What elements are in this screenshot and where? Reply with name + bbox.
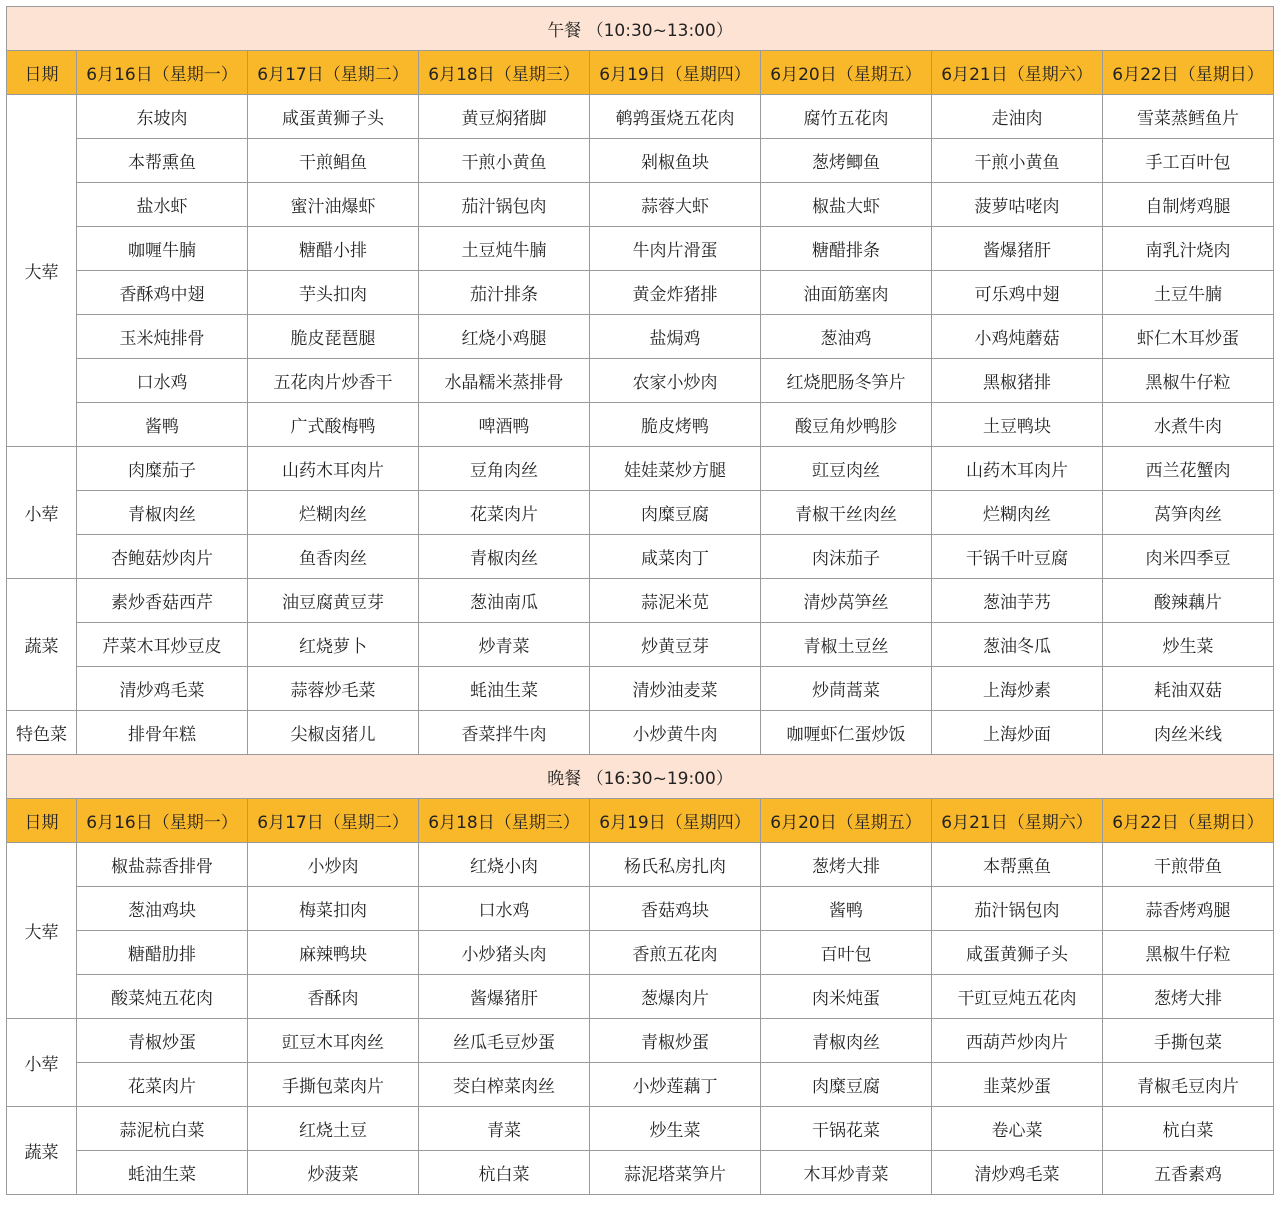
dish-cell: 咸蛋黄狮子头 bbox=[932, 931, 1103, 975]
dish-cell: 韭菜炒蛋 bbox=[932, 1063, 1103, 1107]
dish-cell: 油面筋塞肉 bbox=[761, 271, 932, 315]
dish-row bbox=[7, 843, 1274, 887]
dish-cell: 腐竹五花肉 bbox=[761, 95, 932, 139]
lunch-title: 午餐 （10:30~13:00） bbox=[7, 7, 1274, 51]
dish-cell: 葱爆肉片 bbox=[590, 975, 761, 1019]
dish-cell: 酱爆猪肝 bbox=[419, 975, 590, 1019]
dish-cell: 香煎五花肉 bbox=[590, 931, 761, 975]
dish-row bbox=[7, 975, 1274, 1019]
dish-cell: 农家小炒肉 bbox=[590, 359, 761, 403]
dish-cell: 蚝油生菜 bbox=[419, 667, 590, 711]
dish-cell: 五香素鸡 bbox=[1103, 1151, 1274, 1195]
dish-cell: 杏鲍菇炒肉片 bbox=[77, 535, 248, 579]
date-label: 日期 bbox=[7, 51, 77, 95]
dish-cell: 杭白菜 bbox=[419, 1151, 590, 1195]
dish-cell: 南乳汁烧肉 bbox=[1103, 227, 1274, 271]
dish-row bbox=[7, 711, 1274, 755]
dish-cell: 干锅花菜 bbox=[761, 1107, 932, 1151]
dish-cell: 水煮牛肉 bbox=[1103, 403, 1274, 447]
dish-cell: 青椒炒蛋 bbox=[77, 1019, 248, 1063]
dish-cell: 椒盐大虾 bbox=[761, 183, 932, 227]
dish-cell: 蒜蓉炒毛菜 bbox=[248, 667, 419, 711]
dish-cell: 清炒莴笋丝 bbox=[761, 579, 932, 623]
dish-row bbox=[7, 183, 1274, 227]
dish-cell: 青椒肉丝 bbox=[77, 491, 248, 535]
dish-cell: 小炒莲藕丁 bbox=[590, 1063, 761, 1107]
dish-cell: 肉糜豆腐 bbox=[761, 1063, 932, 1107]
dish-cell: 茭白榨菜肉丝 bbox=[419, 1063, 590, 1107]
dish-cell: 小炒猪头肉 bbox=[419, 931, 590, 975]
dish-cell: 花菜肉片 bbox=[77, 1063, 248, 1107]
dish-cell: 芋头扣肉 bbox=[248, 271, 419, 315]
dish-cell: 酸豆角炒鸭胗 bbox=[761, 403, 932, 447]
category-label: 特色菜 bbox=[7, 711, 77, 755]
dish-cell: 油豆腐黄豆芽 bbox=[248, 579, 419, 623]
dish-cell: 红烧萝卜 bbox=[248, 623, 419, 667]
dish-row bbox=[7, 667, 1274, 711]
dish-cell: 豇豆木耳肉丝 bbox=[248, 1019, 419, 1063]
dish-cell: 丝瓜毛豆炒蛋 bbox=[419, 1019, 590, 1063]
dish-cell: 红烧肥肠冬笋片 bbox=[761, 359, 932, 403]
date-header: 6月16日（星期一） bbox=[77, 51, 248, 95]
dish-cell: 干煎鲳鱼 bbox=[248, 139, 419, 183]
date-header: 6月18日（星期三） bbox=[419, 799, 590, 843]
dish-cell: 葱油南瓜 bbox=[419, 579, 590, 623]
dish-cell: 自制烤鸡腿 bbox=[1103, 183, 1274, 227]
dish-cell: 剁椒鱼块 bbox=[590, 139, 761, 183]
date-header: 6月18日（星期三） bbox=[419, 51, 590, 95]
dish-cell: 清炒鸡毛菜 bbox=[77, 667, 248, 711]
dish-cell: 葱烤鲫鱼 bbox=[761, 139, 932, 183]
dish-cell: 炒生菜 bbox=[590, 1107, 761, 1151]
date-header: 6月16日（星期一） bbox=[77, 799, 248, 843]
dish-cell: 手撕包菜 bbox=[1103, 1019, 1274, 1063]
dish-cell: 葱烤大排 bbox=[761, 843, 932, 887]
dish-cell: 本帮熏鱼 bbox=[932, 843, 1103, 887]
dish-cell: 梅菜扣肉 bbox=[248, 887, 419, 931]
dish-cell: 椒盐蒜香排骨 bbox=[77, 843, 248, 887]
dish-cell: 蒜蓉大虾 bbox=[590, 183, 761, 227]
dish-cell: 清炒鸡毛菜 bbox=[932, 1151, 1103, 1195]
dish-row bbox=[7, 227, 1274, 271]
dish-cell: 黑椒猪排 bbox=[932, 359, 1103, 403]
dish-cell: 黑椒牛仔粒 bbox=[1103, 359, 1274, 403]
date-header: 6月22日（星期日） bbox=[1103, 799, 1274, 843]
dish-row bbox=[7, 623, 1274, 667]
dish-cell: 干煎小黄鱼 bbox=[419, 139, 590, 183]
dish-cell: 葱油冬瓜 bbox=[932, 623, 1103, 667]
dish-cell: 酱鸭 bbox=[77, 403, 248, 447]
date-header: 6月17日（星期二） bbox=[248, 51, 419, 95]
dish-cell: 小炒黄牛肉 bbox=[590, 711, 761, 755]
dish-row bbox=[7, 271, 1274, 315]
date-header: 6月21日（星期六） bbox=[932, 51, 1103, 95]
dish-cell: 青椒炒蛋 bbox=[590, 1019, 761, 1063]
dish-cell: 豆角肉丝 bbox=[419, 447, 590, 491]
dish-cell: 雪菜蒸鳕鱼片 bbox=[1103, 95, 1274, 139]
dish-row bbox=[7, 887, 1274, 931]
dish-cell: 茄汁排条 bbox=[419, 271, 590, 315]
dish-cell: 红烧土豆 bbox=[248, 1107, 419, 1151]
dish-row bbox=[7, 579, 1274, 623]
dish-cell: 青椒肉丝 bbox=[761, 1019, 932, 1063]
dish-cell: 手工百叶包 bbox=[1103, 139, 1274, 183]
dish-cell: 盐焗鸡 bbox=[590, 315, 761, 359]
dinner-title-row bbox=[7, 755, 1274, 799]
dish-cell: 花菜肉片 bbox=[419, 491, 590, 535]
dish-row bbox=[7, 491, 1274, 535]
dish-cell: 青椒土豆丝 bbox=[761, 623, 932, 667]
dish-cell: 青菜 bbox=[419, 1107, 590, 1151]
dish-cell: 肉丝米线 bbox=[1103, 711, 1274, 755]
dish-cell: 上海炒素 bbox=[932, 667, 1103, 711]
dish-cell: 口水鸡 bbox=[419, 887, 590, 931]
dish-row bbox=[7, 1107, 1274, 1151]
dish-cell: 香酥肉 bbox=[248, 975, 419, 1019]
dish-cell: 清炒油麦菜 bbox=[590, 667, 761, 711]
dish-cell: 土豆鸭块 bbox=[932, 403, 1103, 447]
dish-cell: 鹌鹑蛋烧五花肉 bbox=[590, 95, 761, 139]
dish-cell: 土豆牛腩 bbox=[1103, 271, 1274, 315]
dish-cell: 蒜泥塔菜笋片 bbox=[590, 1151, 761, 1195]
date-header: 6月21日（星期六） bbox=[932, 799, 1103, 843]
dish-cell: 虾仁木耳炒蛋 bbox=[1103, 315, 1274, 359]
category-label: 大荤 bbox=[7, 95, 77, 447]
dish-cell: 脆皮琵琶腿 bbox=[248, 315, 419, 359]
dish-cell: 卷心菜 bbox=[932, 1107, 1103, 1151]
dish-cell: 西葫芦炒肉片 bbox=[932, 1019, 1103, 1063]
dish-cell: 手撕包菜肉片 bbox=[248, 1063, 419, 1107]
dish-row bbox=[7, 403, 1274, 447]
dish-cell: 上海炒面 bbox=[932, 711, 1103, 755]
dish-cell: 烂糊肉丝 bbox=[248, 491, 419, 535]
dish-cell: 咸菜肉丁 bbox=[590, 535, 761, 579]
dish-row bbox=[7, 931, 1274, 975]
date-header: 6月19日（星期四） bbox=[590, 51, 761, 95]
dish-row bbox=[7, 359, 1274, 403]
dish-cell: 茄汁锅包肉 bbox=[419, 183, 590, 227]
dish-cell: 酸菜炖五花肉 bbox=[77, 975, 248, 1019]
dish-cell: 麻辣鸭块 bbox=[248, 931, 419, 975]
category-label: 大荤 bbox=[7, 843, 77, 1019]
dish-cell: 脆皮烤鸭 bbox=[590, 403, 761, 447]
dish-cell: 豇豆肉丝 bbox=[761, 447, 932, 491]
category-label: 小荤 bbox=[7, 447, 77, 579]
dish-row bbox=[7, 1063, 1274, 1107]
dish-cell: 香菇鸡块 bbox=[590, 887, 761, 931]
dish-row bbox=[7, 95, 1274, 139]
dish-cell: 青椒干丝肉丝 bbox=[761, 491, 932, 535]
dish-cell: 水晶糯米蒸排骨 bbox=[419, 359, 590, 403]
dish-cell: 蜜汁油爆虾 bbox=[248, 183, 419, 227]
dish-cell: 蚝油生菜 bbox=[77, 1151, 248, 1195]
date-header: 6月20日（星期五） bbox=[761, 51, 932, 95]
dish-cell: 芹菜木耳炒豆皮 bbox=[77, 623, 248, 667]
dish-cell: 炒生菜 bbox=[1103, 623, 1274, 667]
date-label: 日期 bbox=[7, 799, 77, 843]
dish-cell: 黑椒牛仔粒 bbox=[1103, 931, 1274, 975]
dish-cell: 莴笋肉丝 bbox=[1103, 491, 1274, 535]
dish-cell: 葱油鸡 bbox=[761, 315, 932, 359]
dish-cell: 酱爆猪肝 bbox=[932, 227, 1103, 271]
dish-cell: 葱烤大排 bbox=[1103, 975, 1274, 1019]
dish-cell: 娃娃菜炒方腿 bbox=[590, 447, 761, 491]
dinner-header-row bbox=[7, 799, 1274, 843]
dish-cell: 广式酸梅鸭 bbox=[248, 403, 419, 447]
dish-cell: 咸蛋黄狮子头 bbox=[248, 95, 419, 139]
dish-row bbox=[7, 1019, 1274, 1063]
dish-cell: 小鸡炖蘑菇 bbox=[932, 315, 1103, 359]
lunch-header-row bbox=[7, 51, 1274, 95]
dish-cell: 咖喱虾仁蛋炒饭 bbox=[761, 711, 932, 755]
dish-cell: 土豆炖牛腩 bbox=[419, 227, 590, 271]
dish-cell: 炒黄豆芽 bbox=[590, 623, 761, 667]
dish-cell: 炒菠菜 bbox=[248, 1151, 419, 1195]
dish-cell: 杭白菜 bbox=[1103, 1107, 1274, 1151]
dish-cell: 酸辣藕片 bbox=[1103, 579, 1274, 623]
dish-cell: 青椒毛豆肉片 bbox=[1103, 1063, 1274, 1107]
dish-cell: 葱油鸡块 bbox=[77, 887, 248, 931]
date-header: 6月20日（星期五） bbox=[761, 799, 932, 843]
dish-cell: 糖醋肋排 bbox=[77, 931, 248, 975]
dish-cell: 香菜拌牛肉 bbox=[419, 711, 590, 755]
dish-cell: 小炒肉 bbox=[248, 843, 419, 887]
dish-cell: 肉米炖蛋 bbox=[761, 975, 932, 1019]
dish-cell: 咖喱牛腩 bbox=[77, 227, 248, 271]
dish-cell: 走油肉 bbox=[932, 95, 1103, 139]
menu-sheet bbox=[6, 6, 1274, 1195]
dish-cell: 蒜泥米苋 bbox=[590, 579, 761, 623]
dish-cell: 糖醋小排 bbox=[248, 227, 419, 271]
dish-cell: 黄豆焖猪脚 bbox=[419, 95, 590, 139]
dish-cell: 糖醋排条 bbox=[761, 227, 932, 271]
dish-cell: 菠萝咕咾肉 bbox=[932, 183, 1103, 227]
dish-cell: 蒜泥杭白菜 bbox=[77, 1107, 248, 1151]
dish-cell: 可乐鸡中翅 bbox=[932, 271, 1103, 315]
dish-row bbox=[7, 139, 1274, 183]
dish-cell: 炒茼蒿菜 bbox=[761, 667, 932, 711]
dish-cell: 山药木耳肉片 bbox=[248, 447, 419, 491]
lunch-title-row bbox=[7, 7, 1274, 51]
dish-cell: 东坡肉 bbox=[77, 95, 248, 139]
category-label: 蔬菜 bbox=[7, 1107, 77, 1195]
dish-cell: 肉沫茄子 bbox=[761, 535, 932, 579]
dish-cell: 蒜香烤鸡腿 bbox=[1103, 887, 1274, 931]
dish-row bbox=[7, 315, 1274, 359]
dish-cell: 西兰花蟹肉 bbox=[1103, 447, 1274, 491]
dish-cell: 肉糜茄子 bbox=[77, 447, 248, 491]
dish-cell: 盐水虾 bbox=[77, 183, 248, 227]
weekly-menu-table bbox=[6, 6, 1274, 1195]
dish-cell: 炒青菜 bbox=[419, 623, 590, 667]
dish-cell: 酱鸭 bbox=[761, 887, 932, 931]
dish-cell: 素炒香菇西芹 bbox=[77, 579, 248, 623]
dish-cell: 干锅千叶豆腐 bbox=[932, 535, 1103, 579]
dish-row bbox=[7, 1151, 1274, 1195]
dish-cell: 香酥鸡中翅 bbox=[77, 271, 248, 315]
dish-cell: 烂糊肉丝 bbox=[932, 491, 1103, 535]
dish-cell: 鱼香肉丝 bbox=[248, 535, 419, 579]
dish-cell: 干豇豆炖五花肉 bbox=[932, 975, 1103, 1019]
dish-cell: 青椒肉丝 bbox=[419, 535, 590, 579]
date-header: 6月19日（星期四） bbox=[590, 799, 761, 843]
dish-cell: 葱油芋艿 bbox=[932, 579, 1103, 623]
dish-cell: 百叶包 bbox=[761, 931, 932, 975]
dinner-title: 晚餐 （16:30~19:00） bbox=[7, 755, 1274, 799]
category-label: 小荤 bbox=[7, 1019, 77, 1107]
dish-cell: 本帮熏鱼 bbox=[77, 139, 248, 183]
category-label: 蔬菜 bbox=[7, 579, 77, 711]
dish-cell: 排骨年糕 bbox=[77, 711, 248, 755]
dish-cell: 红烧小肉 bbox=[419, 843, 590, 887]
date-header: 6月22日（星期日） bbox=[1103, 51, 1274, 95]
dish-cell: 牛肉片滑蛋 bbox=[590, 227, 761, 271]
dish-cell: 干煎小黄鱼 bbox=[932, 139, 1103, 183]
dish-cell: 啤酒鸭 bbox=[419, 403, 590, 447]
dish-cell: 红烧小鸡腿 bbox=[419, 315, 590, 359]
dish-cell: 五花肉片炒香干 bbox=[248, 359, 419, 403]
dish-row bbox=[7, 447, 1274, 491]
dish-cell: 木耳炒青菜 bbox=[761, 1151, 932, 1195]
dish-cell: 山药木耳肉片 bbox=[932, 447, 1103, 491]
dish-cell: 口水鸡 bbox=[77, 359, 248, 403]
dish-cell: 黄金炸猪排 bbox=[590, 271, 761, 315]
dish-cell: 尖椒卤猪儿 bbox=[248, 711, 419, 755]
dish-cell: 肉糜豆腐 bbox=[590, 491, 761, 535]
date-header: 6月17日（星期二） bbox=[248, 799, 419, 843]
dish-cell: 肉米四季豆 bbox=[1103, 535, 1274, 579]
dish-cell: 干煎带鱼 bbox=[1103, 843, 1274, 887]
dish-row bbox=[7, 535, 1274, 579]
dish-cell: 茄汁锅包肉 bbox=[932, 887, 1103, 931]
dish-cell: 耗油双菇 bbox=[1103, 667, 1274, 711]
dish-cell: 杨氏私房扎肉 bbox=[590, 843, 761, 887]
dish-cell: 玉米炖排骨 bbox=[77, 315, 248, 359]
